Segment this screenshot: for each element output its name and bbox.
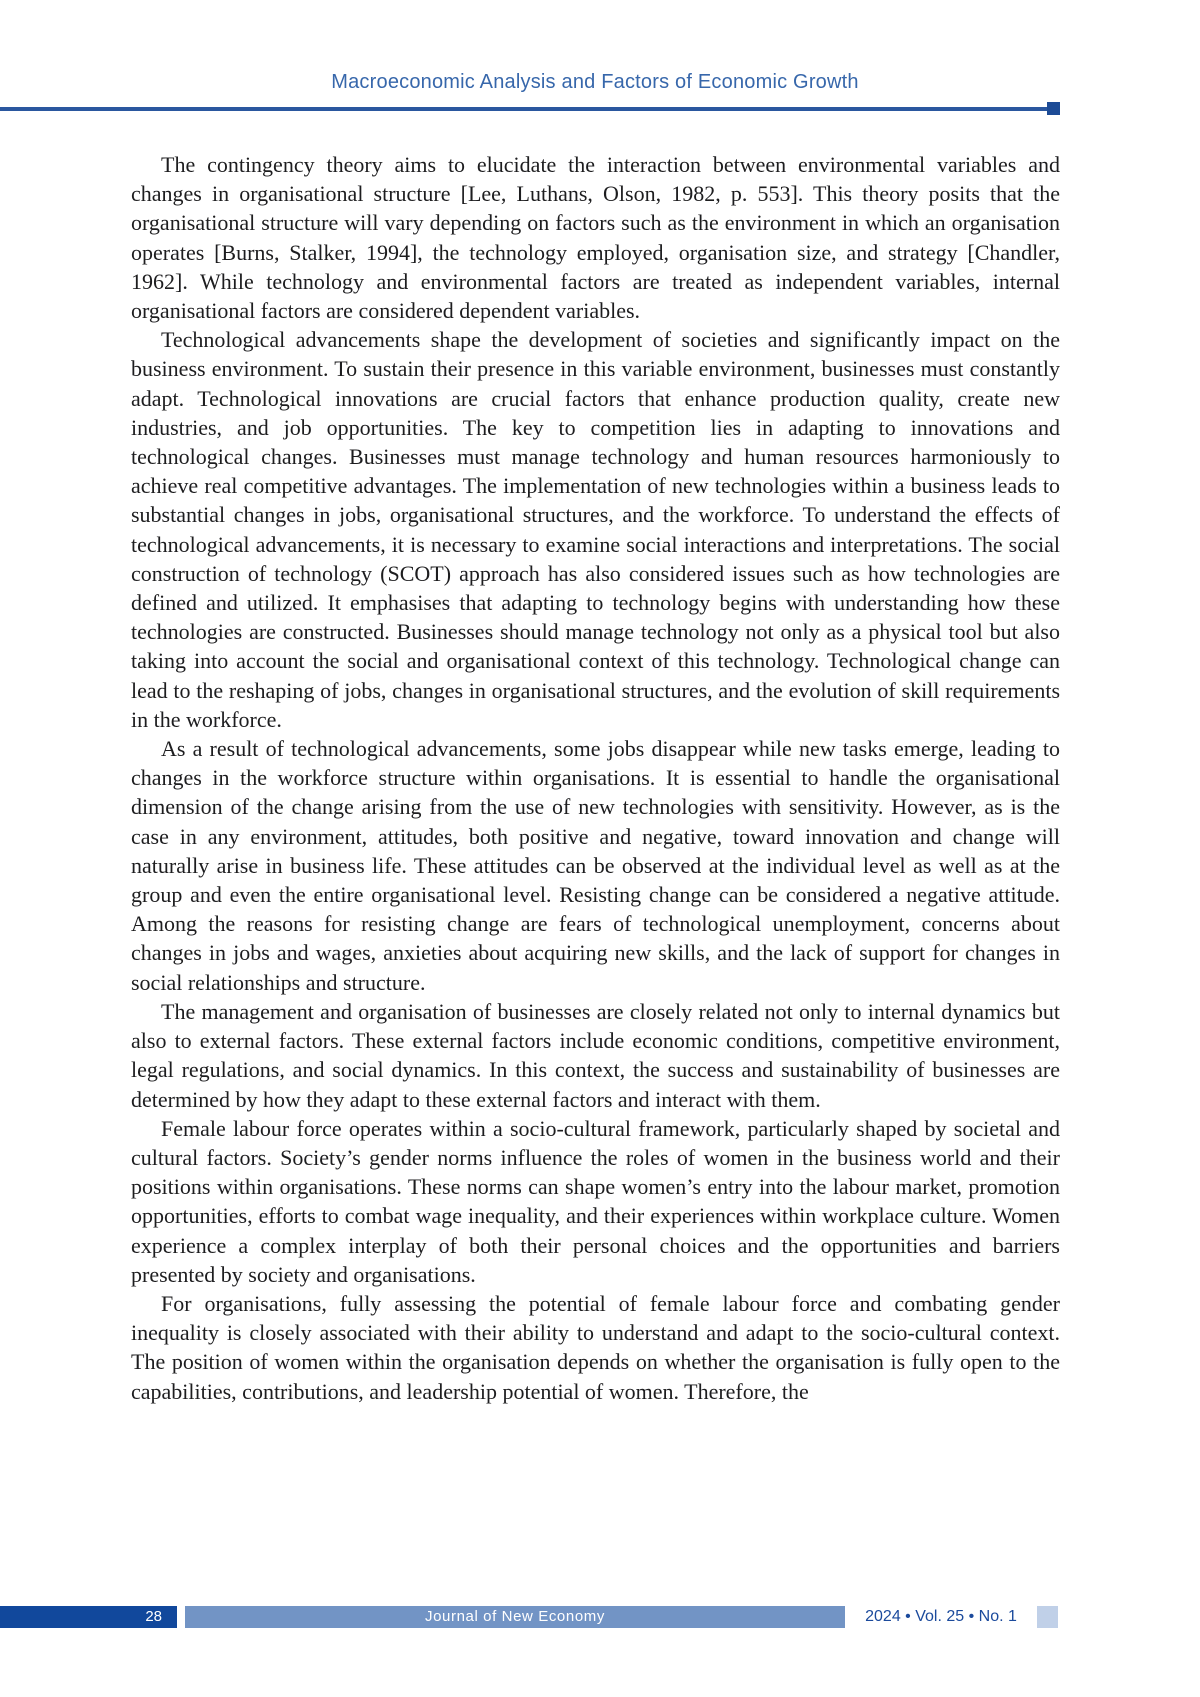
paragraph-external-factors: The management and organisation of businesses are closely related not only to internal dynamics but also to external factors. These external factors include economic conditions, competitive environment, legal regulations, and social dynamics. In this context, the success and sustainability of businesses are determined by how they adapt to these external factors and interact with them. — [131, 998, 1060, 1112]
header-rule-endcap-square — [1047, 102, 1060, 115]
page-footer — [0, 1606, 1200, 1628]
issue-info: 2024 • Vol. 25 • No. 1 — [865, 1608, 1017, 1625]
article-body — [131, 150, 1060, 1406]
paragraph-contingency-theory: The contingency theory aims to elucidate the interaction between environmental variables and changes in organisational structure [Lee, Luthans, Olson, 1982, p. 553]. This theory posits that the organisational structure will vary depending on factors such as the environment in which an organisation operates [Burns, Stalker, 1994], the technology employed, organisation size, and strategy [Chandler, 1962]. While technology and environmental factors are treated as independent variables, internal organisational factors are considered dependent variables. — [131, 152, 1060, 324]
paragraph-organisations-potential: For organisations, fully assessing the potential of female labour force and combating gender inequality is closely associated with their ability to understand and adapt to the socio-cultural context. The position of women within the organisation depends on whether the organisation is fully open to the capabilities, contributions, and leadership potential of women. Therefore, the — [131, 1290, 1060, 1404]
running-title: Macroeconomic Analysis and Factors of Economic Growth — [331, 71, 859, 93]
paragraph-workforce-attitudes: As a result of technological advancements, some jobs disappear while new tasks emerge, leading to changes in the workforce structure within organisations. It is essential to handle the organisational dimension of the change arising from the use of new technologies with sensitivity. However, as is the case in any environment, attitudes, both positive and negative, toward innovation and change will naturally arise in business life. These attitudes can be observed at the individual level as well as at the group and even the entire organisational level. Resisting change can be considered a negative attitude. Among the reasons for resisting change are fears of technological unemployment, concerns about changes in jobs and wages, anxieties about acquiring new skills, and the lack of support for changes in social relationships and structure. — [131, 736, 1060, 995]
header-rule — [0, 107, 1053, 111]
paragraph-technological-advancements: Technological advancements shape the development of societies and significantly impact on the business environment. To sustain their presence in this variable environment, businesses must constantly adapt. Technological innovations are crucial factors that enhance production quality, create new industries, and job opportunities. The key to competition lies in adapting to innovations and technological changes. Businesses must manage technology and human resources harmoniously to achieve real competitive advantages. The implementation of new technologies within a business leads to substantial changes in jobs, organisational structures, and the workforce. To understand the effects of technological advancements, it is necessary to examine social interactions and interpretations. The social construction of technology (SCOT) approach has also considered issues such as how technologies are defined and utilized. It emphasises that adapting to technology begins with understanding how these technologies are constructed. Businesses should manage technology not only as a physical tool but also taking into account the social and organisational context of this technology. Technological change can lead to the reshaping of jobs, changes in organisational structures, and the evolution of skill requirements in the workforce. — [131, 327, 1060, 732]
journal-name-bar: Journal of New Economy — [185, 1606, 845, 1628]
footer-end-square — [1037, 1606, 1058, 1628]
paragraph-female-labour-force: Female labour force operates within a socio-cultural framework, particularly shaped by societal and cultural factors. Society’s gender norms influence the roles of women in the business world and their positions within organisations. These norms can shape women’s entry into the labour market, promotion opportunities, efforts to combat wage inequality, and their experiences within workplace culture. Women experience a complex interplay of both their personal choices and the opportunities and barriers presented by society and organisations. — [131, 1115, 1060, 1287]
page-number-badge: 28 — [0, 1606, 177, 1628]
